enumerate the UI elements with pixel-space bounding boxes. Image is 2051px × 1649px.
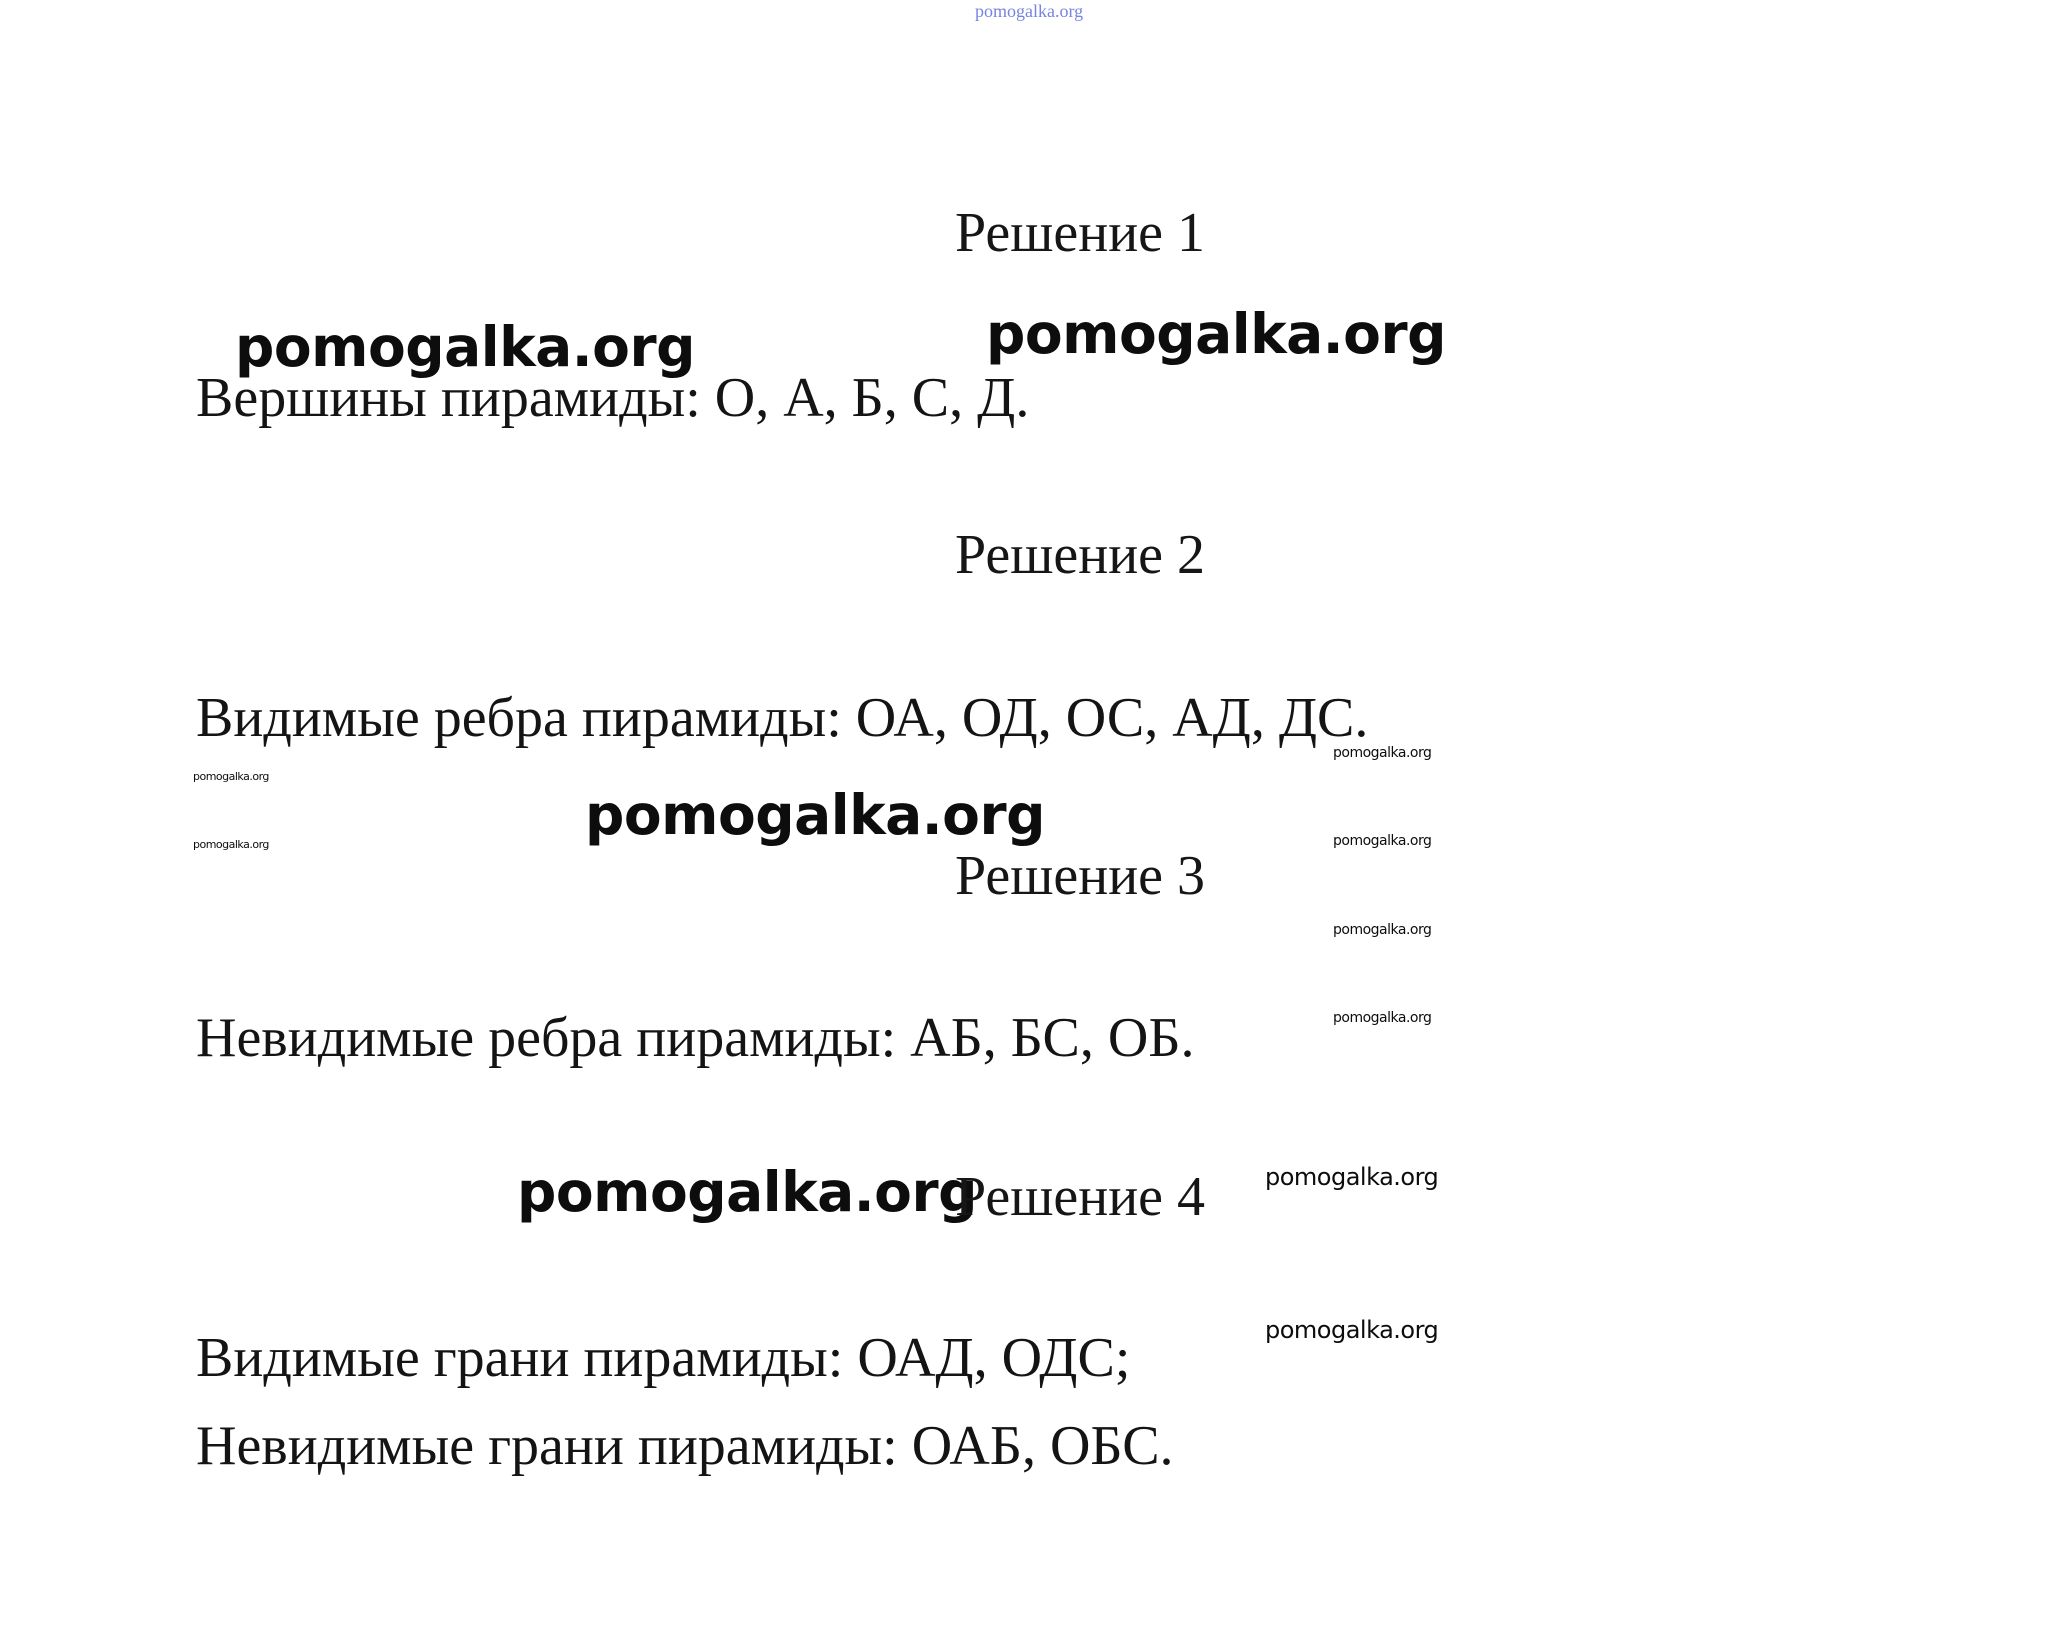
top-watermark: pomogalka.org: [975, 1, 1084, 21]
solution-3-heading: Решение 3: [955, 845, 1206, 907]
watermark-small: pomogalka.org: [1333, 922, 1432, 938]
watermark-small: pomogalka.org: [1333, 745, 1432, 761]
solution-4-line-1: Видимые грани пирамиды: ОАД, ОДС;: [196, 1327, 1131, 1389]
watermark-large: pomogalka.org: [986, 302, 1446, 366]
watermark-tiny: pomogalka.org: [193, 838, 269, 851]
solution-1-heading: Решение 1: [955, 202, 1206, 264]
watermark-small: pomogalka.org: [1333, 833, 1432, 849]
solution-4-line-2: Невидимые грани пирамиды: ОАБ, ОБС.: [196, 1415, 1174, 1477]
watermark-tiny: pomogalka.org: [193, 770, 269, 783]
solution-2-heading: Решение 2: [955, 524, 1206, 586]
watermark-large: pomogalka.org: [235, 315, 695, 379]
solution-2-line-1: Видимые ребра пирамиды: ОА, ОД, ОС, АД, ДС.: [196, 687, 1369, 749]
watermark-small: pomogalka.org: [1333, 1010, 1432, 1026]
solution-4-heading: Решение 4: [955, 1166, 1206, 1228]
solution-3-line-1: Невидимые ребра пирамиды: АБ, БС, ОБ.: [196, 1007, 1195, 1069]
watermark-large: pomogalka.org: [517, 1160, 977, 1224]
watermark-large: pomogalka.org: [585, 783, 1045, 847]
solution-1-line-1: Вершины пирамиды: О, А, Б, С, Д.: [196, 367, 1030, 429]
watermark-medium: pomogalka.org: [1265, 1316, 1439, 1344]
watermark-medium: pomogalka.org: [1265, 1163, 1439, 1191]
